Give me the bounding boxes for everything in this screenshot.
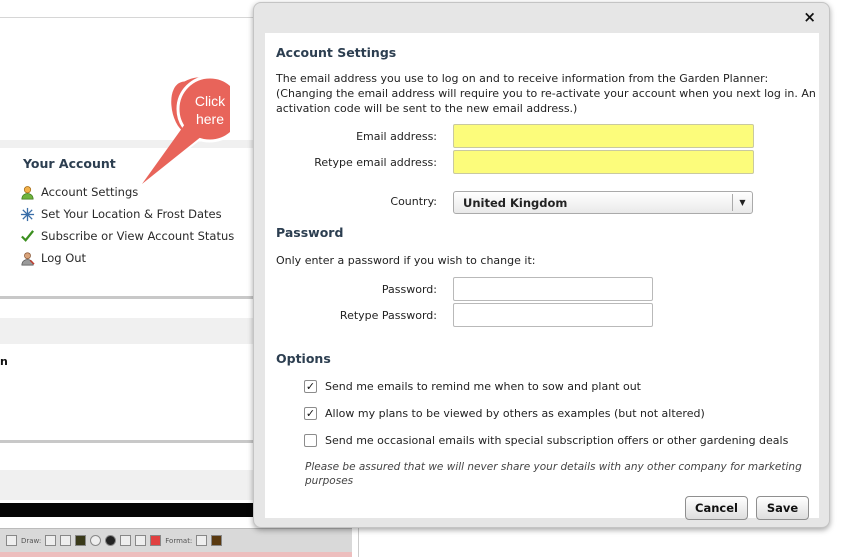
close-icon[interactable]: × (803, 8, 816, 26)
retype-email-field[interactable] (453, 150, 754, 174)
checkmark-icon (19, 228, 35, 244)
password-field[interactable] (453, 277, 653, 301)
account-settings-dialog (253, 2, 830, 528)
save-button[interactable]: Save (756, 496, 809, 520)
country-selected-value: United Kingdom (463, 195, 568, 210)
retype-password-label: Retype Password: (339, 309, 437, 322)
cancel-button[interactable]: Cancel (685, 496, 748, 520)
account-settings-heading: Account Settings (276, 45, 397, 60)
logout-icon (19, 250, 35, 266)
dialog-content (265, 33, 819, 518)
retype-email-label: Retype email address: (314, 156, 437, 169)
background-section-header (0, 318, 260, 344)
menu-item-label: Set Your Location & Frost Dates (41, 207, 222, 221)
dropdown-arrow-icon[interactable]: ▼ (732, 194, 752, 211)
checkbox-unchecked[interactable] (304, 434, 317, 447)
retype-password-field[interactable] (453, 303, 653, 327)
email-label: Email address: (356, 130, 437, 143)
toolbar-format-label: Format: (165, 536, 193, 545)
email-field[interactable] (453, 124, 754, 148)
account-settings-description: The email address you use to log on and to receive information from the Garden Planner: (Changing the email address will require you to re-activate your account when you next log in. An activation code will be sent to the new email address.) (276, 72, 816, 115)
format-tool-icon (196, 535, 207, 546)
fill-tool-icon (75, 535, 86, 546)
circle-tool-icon (90, 535, 101, 546)
country-label: Country: (390, 195, 437, 208)
filled-circle-tool-icon (105, 535, 116, 546)
option-reminder-emails[interactable] (304, 380, 641, 393)
snowflake-icon (19, 206, 35, 222)
click-here-callout (140, 72, 230, 187)
menu-item-label: Log Out (41, 251, 87, 265)
callout-line-2: here (195, 111, 225, 127)
line-tool-icon (45, 535, 56, 546)
your-account-title: Your Account (23, 156, 116, 171)
text-tool-icon (120, 535, 131, 546)
menu-item-location-frost-dates[interactable] (19, 203, 234, 225)
toolbar-draw-label: Draw: (21, 536, 42, 545)
page-header-strip (0, 0, 260, 18)
password-heading: Password (276, 225, 344, 240)
your-account-menu (19, 181, 234, 269)
checkbox-checked[interactable]: ✓ (305, 407, 316, 420)
delete-tool-icon (150, 535, 161, 546)
country-select[interactable] (453, 191, 753, 214)
user-icon (19, 184, 35, 200)
checkbox-label: Allow my plans to be viewed by others as examples (but not altered) (325, 407, 705, 420)
callout-text (172, 92, 248, 128)
section-divider (0, 296, 260, 299)
background-text-fragment: n (0, 355, 8, 368)
callout-line-1: Click (194, 93, 226, 109)
menu-item-label: Account Settings (41, 185, 139, 199)
background-bottom-strip (0, 552, 352, 557)
toolbar-button (6, 535, 17, 546)
rectangle-tool-icon (60, 535, 71, 546)
menu-item-label: Subscribe or View Account Status (41, 229, 235, 243)
menu-item-subscribe[interactable] (19, 225, 234, 247)
background-drawing-toolbar (0, 528, 352, 552)
section-divider (0, 440, 260, 443)
checkbox-checked[interactable]: ✓ (305, 380, 316, 393)
checkbox-label: Send me occasional emails with special subscription offers or other gardening deals (325, 434, 789, 447)
background-column-edge (358, 528, 370, 557)
privacy-note: Please be assured that we will never share your details with any other company for marketing purposes (305, 461, 802, 487)
option-offer-emails[interactable] (304, 434, 788, 447)
password-description: Only enter a password if you wish to change it: (276, 254, 536, 267)
options-heading: Options (276, 351, 331, 366)
paint-tool-icon (135, 535, 146, 546)
option-share-plans[interactable] (304, 407, 705, 420)
color-swatch-icon (211, 535, 222, 546)
checkbox-label: Send me emails to remind me when to sow and plant out (325, 380, 641, 393)
menu-item-log-out[interactable] (19, 247, 234, 269)
background-section-header (0, 470, 260, 500)
password-label: Password: (381, 283, 437, 296)
